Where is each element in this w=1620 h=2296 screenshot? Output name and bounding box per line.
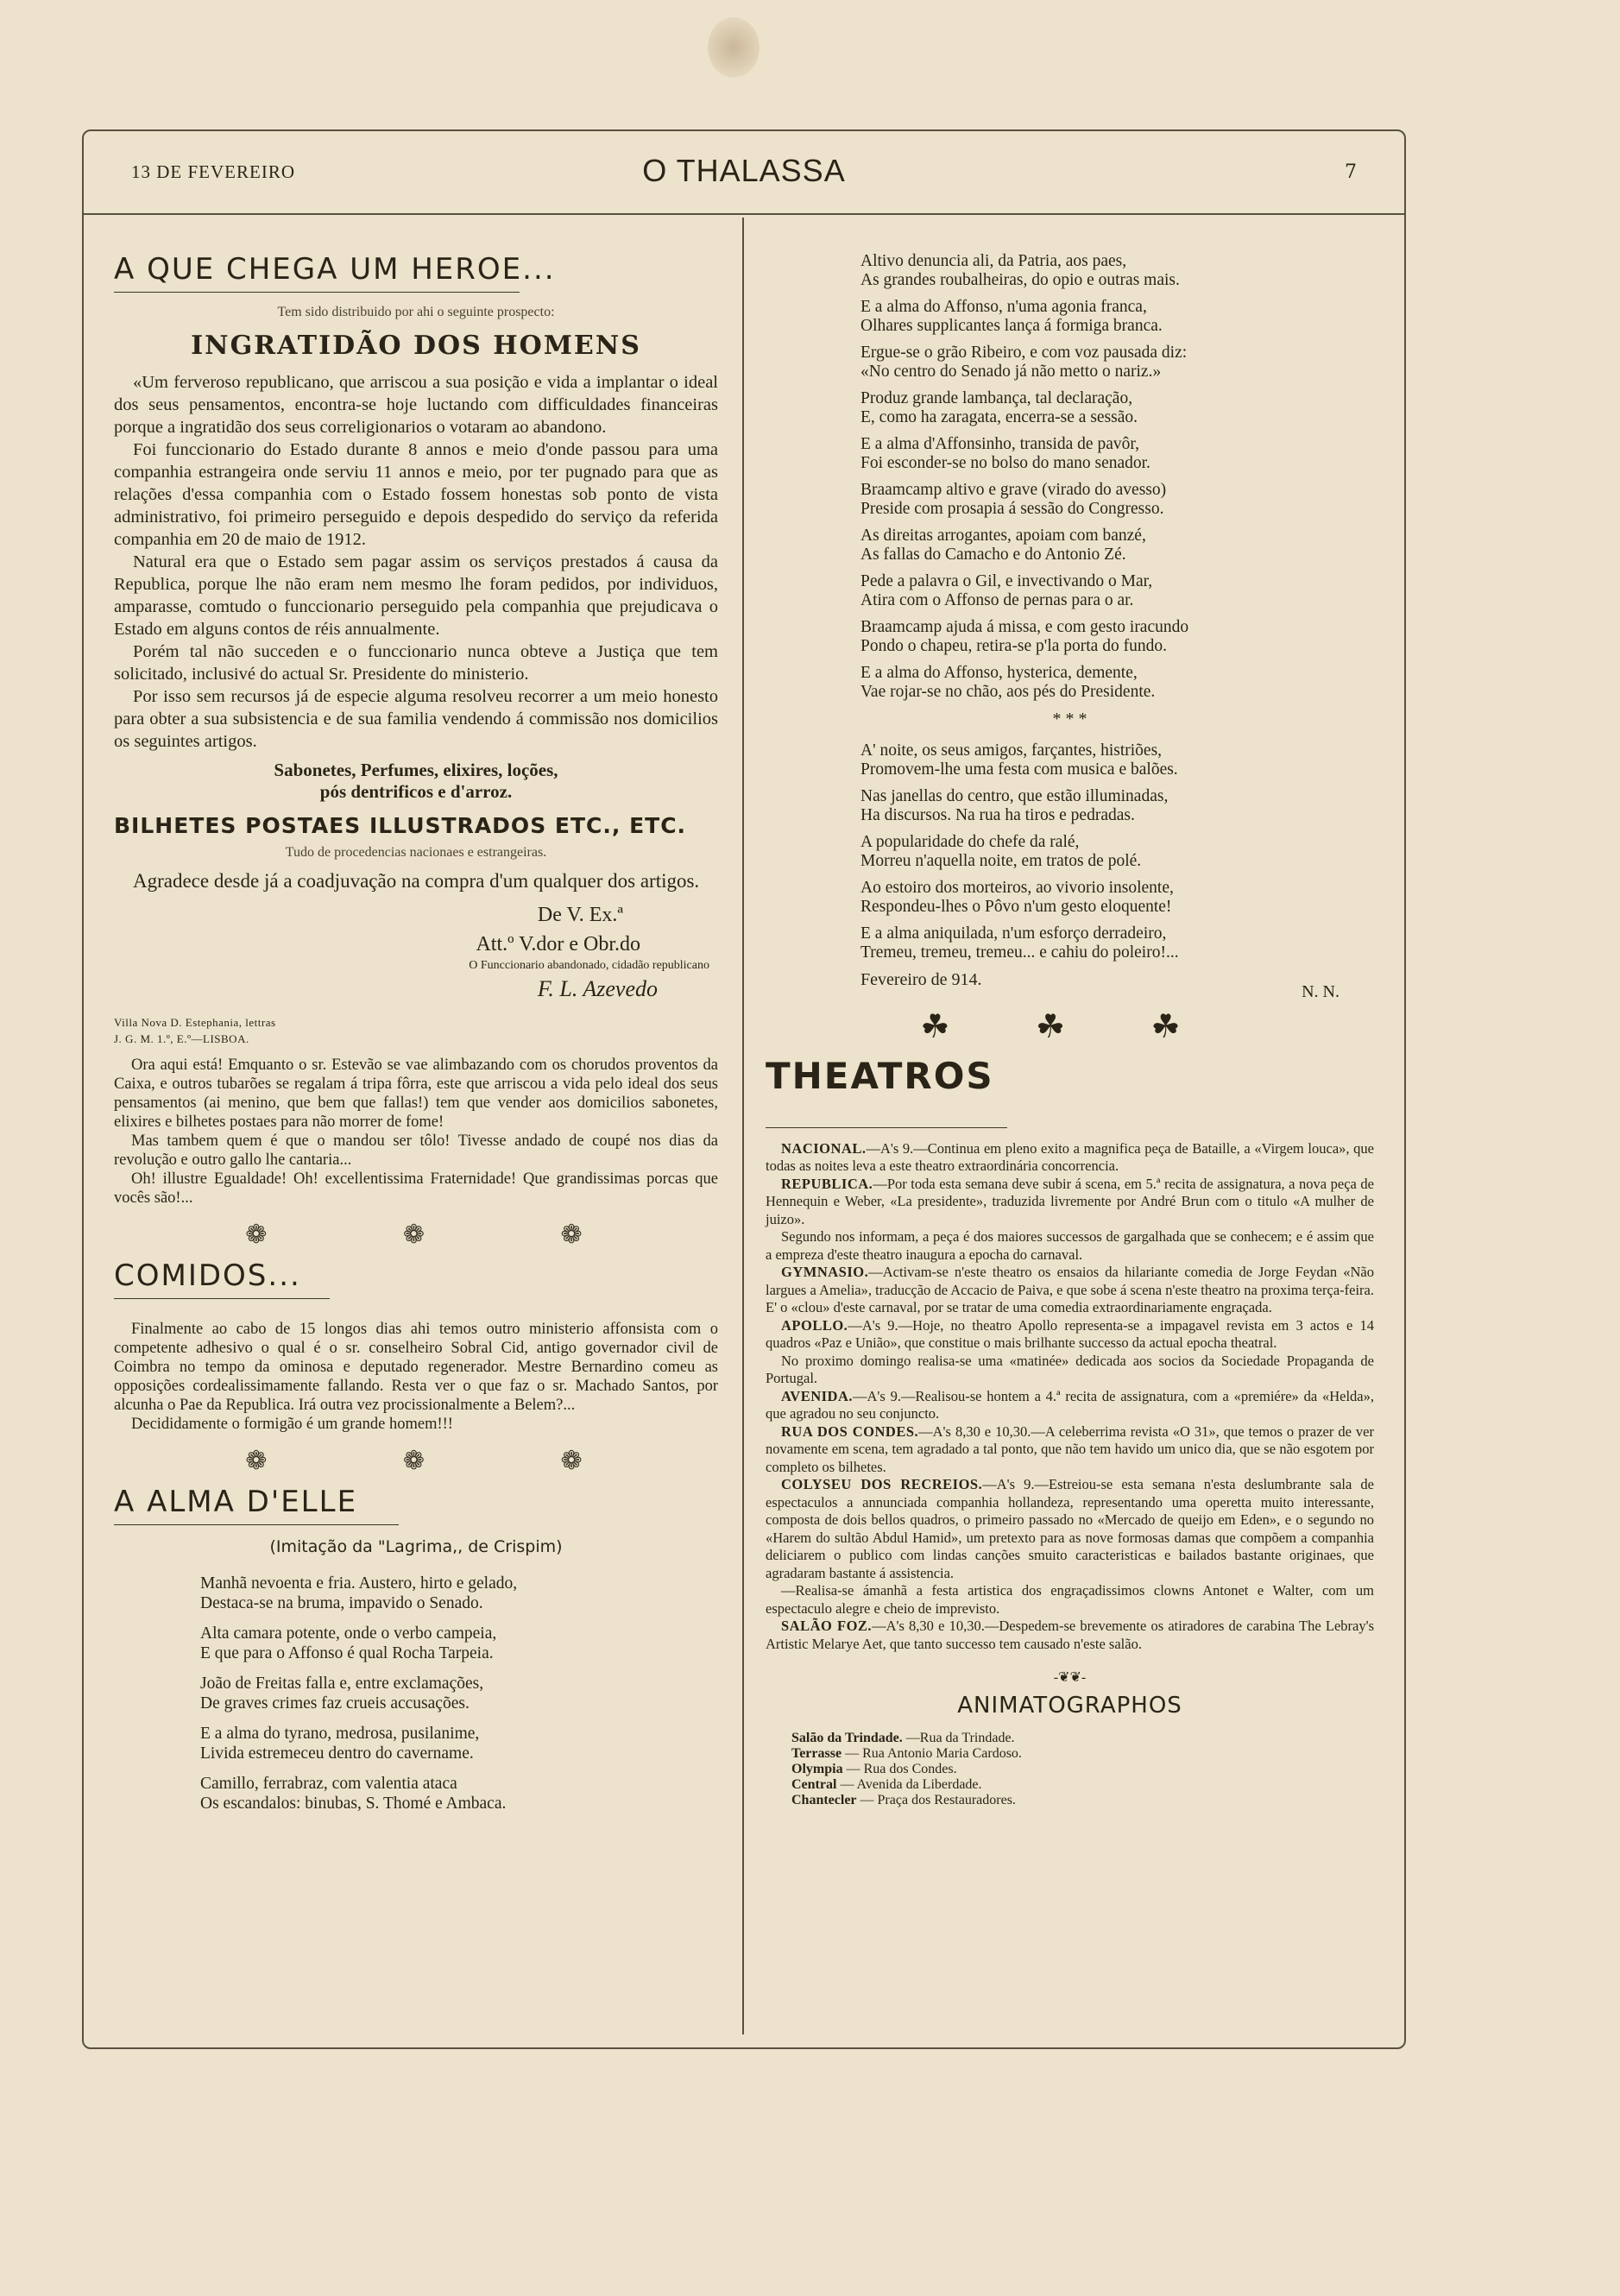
paragraph: Natural era que o Estado sem pagar assim os serviços prestados á causa da Republica, porque lhe não eram nem mesmo lhe foram pedidos, por individuos, amparasse, comtudo o funccionario perseguido pela companhia que prejudicava o Estado em alguns contos de réis annualmente. [114, 552, 718, 639]
poem-line: «No centro do Senado já não metto o nariz.» [860, 363, 1162, 381]
theatre-entry [766, 1618, 1374, 1653]
poem-line: Braamcamp altivo e grave (virado do avesso) [860, 481, 1167, 499]
cinema-name: Olympia [791, 1762, 843, 1777]
cinema-name: Central [791, 1777, 837, 1793]
theatre-text: —A's 9.—Realisou-se hontem a 4.ª recita de assignatura, com a «premiére» da «Helda», que agradou no seu conjuncto. [766, 1387, 1374, 1422]
cinema-address: — Rua Antonio Maria Cardoso. [842, 1746, 1022, 1762]
theatre-name: SALÃO FOZ. [781, 1618, 873, 1635]
cinema-name: Terrasse [791, 1746, 842, 1762]
poem-line: As fallas do Camacho e do Antonio Zé. [860, 546, 1126, 564]
signature-subtitle: O Funccionario abandonado, cidadão republicano [469, 959, 709, 972]
poem-line: As direitas arrogantes, apoiam com banzé, [860, 527, 1146, 545]
cinema-name: Chantecler [791, 1793, 857, 1808]
poem-stanza [766, 787, 1374, 825]
poem-line: E a alma aniquilada, n'um esforço derradeiro, [860, 924, 1167, 943]
theatre-entry [766, 1176, 1374, 1229]
theatre-entry [766, 1228, 1374, 1264]
page-number: 7 [1345, 161, 1357, 183]
poem-line: E, como ha zaragata, encerra-se a sessão. [860, 408, 1138, 426]
paragraph: Porém tal não succeden e o funccionario nunca obteve a Justiça que tem solicitado, inclusivé do actual Sr. Presidente do ministerio. [114, 642, 718, 684]
theatre-text: —A's 9.—Continua em pleno exito a magnifica peça de Bataille, a «Virgem louca», que todas as noites leva a este theatro extraordinária concorrencia. [766, 1139, 1374, 1175]
agradece-line: Agradece desde já a coadjuvação na compra d'um qualquer dos artigos. [133, 870, 700, 892]
poem-line: Promovem-lhe uma festa com musica e balões. [860, 760, 1178, 779]
poem-stanza [766, 572, 1374, 610]
poem-stanza [766, 924, 1374, 962]
theatre-entry [766, 1388, 1374, 1423]
poem-stanza [766, 879, 1374, 917]
prospecto-headline: INGRATIDÃO DOS HOMENS [191, 331, 641, 361]
poem-line: Manhã nevoenta e fria. Austero, hirto e gelado, [200, 1574, 518, 1593]
cinema-address: —Rua da Trindade. [902, 1731, 1015, 1746]
animatographos-list [766, 1731, 1374, 1808]
poem-stanza [766, 833, 1374, 871]
poem-line: E a alma d'Affonsinho, transida de pavôr, [860, 435, 1139, 453]
article-intro: Tem sido distribuido por ahi o seguinte prospecto: [277, 305, 555, 319]
theatre-text: —A's 9.—Hoje, no theatro Apollo representa-se a impagavel revista em 3 actos e 14 quadros «Paz e União», que constitue o mais brilhante successo da actual epocha theatral. [766, 1316, 1374, 1352]
theatre-entry [766, 1476, 1374, 1582]
poem-stanza [114, 1624, 718, 1663]
newspaper-title: O THALASSA [642, 153, 846, 188]
paper-stain [708, 17, 760, 78]
poem-line: De graves crimes faz crueis accusações. [200, 1694, 470, 1713]
right-column [766, 252, 1374, 1808]
poem-date: Fevereiro de 914. [860, 970, 982, 989]
poem-line: Respondeu-lhes o Pôvo n'um gesto eloquente! [860, 898, 1172, 916]
signature-name: F. L. Azevedo [537, 976, 658, 1001]
poem-line: Ergue-se o grão Ribeiro, e com voz pausada diz: [860, 344, 1188, 362]
theatre-entry [766, 1423, 1374, 1477]
theatre-entry [766, 1264, 1374, 1317]
theatre-entry [766, 1140, 1374, 1176]
poem-line: A' noite, os seus amigos, farçantes, histriões, [860, 741, 1163, 760]
animatographos-heading: ANIMATOGRAPHOS [957, 1693, 1182, 1719]
poem-line: Produz grande lambança, tal declaração, [860, 389, 1133, 407]
cinema-entry [766, 1731, 1374, 1746]
poem-line: Destaca-se na bruma, impavido o Senado. [200, 1594, 483, 1612]
theatre-text: —Activam-se n'este theatro os ensaios da hilariante comedia de Jorge Feydan «Não largues a Amelia», traducção de Accacio de Paiva, e que sobe á scena n'este theatro na proxima terça-feira. E' o «clou» d'este carnaval, por se tratar de uma comedia extraordinariamente engraçada. [766, 1264, 1374, 1316]
theatre-text: —A's 9.—Estreiou-se esta semana n'esta deslumbrante sala de espectaculos a annunciada companhia hollandeza, representando uma operetta muito interessante, composta de dois bellos quadros, o primeiro passado no «Mercado de queijo em Eden», e o segundo no «Harem do sultão Abdul Hamid», um pretexto para as nove formosas damas que compõem a companhia deliciarem o publico com lindas canções smuito caracteristicas e bailados bastante originaes, que agradaram bastante á assistencia. [766, 1476, 1375, 1581]
poem-line: Ha discursos. Na rua ha tiros e pedradas. [860, 806, 1135, 824]
theatre-name: COLYSEU DOS RECREIOS. [781, 1476, 983, 1493]
poem-right-cont [766, 741, 1374, 962]
ornament: ❁ ❁ ❁ [245, 1447, 647, 1475]
theatre-name: GYMNASIO. [781, 1264, 869, 1281]
poem-line: Tremeu, tremeu, tremeu... e cahiu do poleiro!... [860, 943, 1179, 962]
signature-line: Att.º V.dor e Obr.do [476, 933, 640, 956]
article-heading-comidos: COMIDOS... [114, 1258, 301, 1293]
theatre-name: RUA DOS CONDES. [781, 1422, 919, 1440]
commentary: Oh! illustre Egualdade! Oh! excellentissima Fraternidade! Que grandissimas porcas que vocês são!... [114, 1170, 718, 1207]
poem-line: E a alma do tyrano, medrosa, pusilanime, [200, 1725, 480, 1743]
paragraph: Por isso sem recursos já de especie alguma resolveu recorrer a um meio honesto para obter a sua subsistencia e de sua familia vendendo á commissão nos domicilios os seguintes artigos. [114, 687, 718, 751]
cinema-entry [766, 1793, 1374, 1808]
address-line: J. G. M. 1.º, E.º—LISBOA. [114, 1032, 249, 1045]
poem-line: Livida estremeceu dentro do cavername. [200, 1744, 474, 1763]
poem-line: Alta camara potente, onde o verbo campeia, [200, 1624, 497, 1643]
signature-line: De V. Ex.ª [537, 904, 623, 926]
poem-stanza [766, 344, 1374, 382]
cinema-address: — Avenida da Liberdade. [836, 1777, 982, 1793]
column-divider [742, 218, 744, 2034]
paragraph: Finalmente ao cabo de 15 longos dias ahi temos outro ministerio affonsista com o competente adhesivo o qual é o sr. conselheiro Sobral Cid, antigo governador civil de Coimbra no tempo da ominosa e deputado regenerador. Mestre Bernardino comeu as opposições cordealissimamente fallando. Resta ver o que faz o sr. Machado Santos, por alcunha o Pae da Republica. Irá outra vez procissionalmente a Belem?... [114, 1321, 718, 1414]
poem-author: N. N. [1302, 982, 1339, 1001]
theatre-entry [766, 1582, 1374, 1618]
page-header [84, 131, 1404, 215]
poem-line: Braamcamp ajuda á missa, e com gesto iracundo [860, 618, 1189, 636]
poem-stanza [114, 1724, 718, 1763]
cinema-entry [766, 1762, 1374, 1777]
page-frame [82, 129, 1406, 2049]
poem-stanza [766, 481, 1374, 519]
article-heading-heroe: A QUE CHEGA UM HEROE... [114, 252, 556, 287]
ornament: -❦❦- [1053, 1670, 1087, 1686]
imitation-subtitle: (Imitação da "Lagrima,, de Crispim) [269, 1537, 563, 1556]
article-heading-alma: A ALMA D'ELLE [114, 1485, 358, 1519]
theatre-text: —A's 8,30 e 10,30.—Despedem-se brevemente os atiradores de carabina The Lebray's Artistic Melarye Aet, que tanto successo tem causado n'este salão. [766, 1618, 1374, 1652]
commentary: Ora aqui está! Emquanto o sr. Estevão se vae alimbazando com os chorudos proventos da Caixa, e outros tubarões se regalam á tripa fôrra, este que arriscou a vida pelo ideal dos seus pensamentos (ai menino, que bem que fallas!) tem que vender aos domicilios sabonetes, elixires e bilhetes postaes para não morrer de fome! [114, 1057, 718, 1131]
paragraph: Decididamente o formigão é um grande homem!!! [131, 1416, 453, 1433]
cinema-entry [766, 1777, 1374, 1793]
poem-line: João de Freitas falla e, entre exclamações, [200, 1675, 484, 1693]
poem-stanza [766, 741, 1374, 779]
poem-left [114, 1574, 718, 1813]
poem-right [766, 252, 1374, 702]
poem-line: Foi esconder-se no bolso do mano senador. [860, 454, 1150, 472]
poem-signoff [766, 970, 1374, 1001]
poem-line: Morreu n'aquella noite, em tratos de polé. [860, 852, 1142, 870]
poem-line: Os escandalos: binubas, S. Thomé e Ambaca. [200, 1795, 507, 1813]
theatre-text: —Realisa-se ámanhã a festa artistica dos engraçadissimos clowns Antonet e Walter, com um espectaculo alegre e cheio de imprevisto. [766, 1582, 1374, 1617]
poem-line: As grandes roubalheiras, do opio e outras mais. [860, 271, 1180, 289]
theatre-text: Segundo nos informam, a peça é dos maiores successos de gargalhada que se conhecem; e é assim que a empreza d'este theatro inaugura a epocha do carnaval. [766, 1228, 1374, 1263]
poem-line: E a alma do Affonso, hysterica, demente, [860, 664, 1138, 682]
poem-line: E a alma do Affonso, n'uma agonia franca, [860, 298, 1147, 316]
header-date: 13 DE FEVEREIRO [131, 161, 295, 182]
stanza-stars: * * * [1052, 710, 1087, 729]
poem-line: Vae rojar-se no chão, aos pés do Presidente. [860, 683, 1156, 701]
products-line: pós dentrificos e d'arroz. [319, 781, 513, 802]
theatre-entry [766, 1353, 1374, 1388]
products-line: Sabonetes, Perfumes, elixires, loções, [274, 760, 558, 780]
poem-stanza [766, 298, 1374, 336]
theatre-text: —A's 8,30 e 10,30.—A celeberrima revista «O 31», que temos o prazer de ver novamente em scena, tem agradado a tal ponto, que não tem havido um unico dia, que se não esgotem por completo os bilhetes. [766, 1422, 1375, 1475]
clover-ornament: ☘ ☘ ☘ [920, 1009, 1220, 1045]
cinema-name: Salão da Trindade. [791, 1731, 903, 1746]
poem-stanza [766, 252, 1374, 290]
poem-line: E que para o Affonso é qual Rocha Tarpeia. [200, 1644, 494, 1662]
poem-stanza [114, 1774, 718, 1813]
poem-stanza [766, 435, 1374, 473]
theatre-name: AVENIDA. [781, 1387, 854, 1404]
theatros-heading: THEATROS [766, 1055, 994, 1097]
paragraph: «Um ferveroso republicano, que arriscou a sua posição e vida a implantar o ideal dos seus pensamentos, encontra-se hoje luctando com difficuldades financeiras porque a ingratidão dos seus correligionarios o votaram ao abandono. [114, 373, 718, 437]
ornament: ❁ ❁ ❁ [245, 1221, 647, 1249]
poem-stanza [766, 618, 1374, 656]
poem-stanza [766, 664, 1374, 702]
poem-line: Preside com prosapia á sessão do Congresso. [860, 500, 1164, 518]
poem-line: A popularidade do chefe da ralé, [860, 833, 1080, 851]
commentary: Mas tambem quem é que o mandou ser tôlo! Tivesse andado de coupé nos dias da revolução e outro gallo lhe cantaria... [114, 1132, 718, 1169]
theatre-text: —Por toda esta semana deve subir á scena, em 5.ª recita de assignatura, a nova peça de Hennequin e Weber, «La presidente», traduzida livremente por André Brun com o titulo «A mulher de juizo». [766, 1175, 1374, 1227]
poem-line: Nas janellas do centro, que estão illuminadas, [860, 787, 1169, 805]
theatre-name: NACIONAL. [781, 1139, 867, 1157]
poem-stanza [114, 1674, 718, 1713]
theatre-name: APOLLO. [781, 1316, 848, 1334]
procedencias-line: Tudo de procedencias nacionaes e estrangeiras. [285, 845, 547, 860]
heading-rule [114, 1524, 399, 1525]
poem-stanza [114, 1574, 718, 1613]
poem-stanza [766, 527, 1374, 565]
cinema-address: — Rua dos Condes. [842, 1762, 957, 1777]
left-column [114, 252, 718, 1824]
poem-line: Atira com o Affonso de pernas para o ar. [860, 591, 1134, 609]
poem-line: Ao estoiro dos morteiros, ao vivorio insolente, [860, 879, 1174, 897]
poem-line: Altivo denuncia ali, da Patria, aos paes, [860, 252, 1127, 270]
heading-rule [766, 1127, 1007, 1128]
theatre-listings [766, 1140, 1374, 1654]
theatre-name: REPUBLICA. [781, 1175, 873, 1192]
poem-line: Camillo, ferrabraz, com valentia ataca [200, 1775, 457, 1793]
poem-line: Pede a palavra o Gil, e invectivando o Mar, [860, 572, 1153, 590]
poem-stanza [766, 389, 1374, 427]
poem-line: Olhares supplicantes lança á formiga branca. [860, 317, 1163, 335]
cinema-address: — Praça dos Restauradores. [856, 1793, 1016, 1808]
theatre-text: No proximo domingo realisa-se uma «matinée» dedicada aos socios da Sociedade Propaganda de Portugal. [766, 1352, 1374, 1387]
paragraph: Foi funccionario do Estado durante 8 annos e meio d'onde passou para uma companhia estrangeira onde serviu 11 annos e meio, por ter pugnado para que as relações d'essa companhia com o Estado fossem honestas sob ponto de vista administrativo, foi primeiro perseguido e depois despedido do serviço da referida companhia em 20 de maio de 1912. [114, 440, 718, 549]
theatre-entry [766, 1317, 1374, 1353]
address-line: Villa Nova D. Estephania, lettras [114, 1016, 276, 1029]
poem-line: Pondo o chapeu, retira-se p'la porta do fundo. [860, 637, 1167, 655]
heading-rule [114, 292, 520, 293]
cinema-entry [766, 1746, 1374, 1762]
bilhetes-line: BILHETES POSTAES ILLUSTRADOS ETC., ETC. [114, 813, 687, 838]
heading-rule [114, 1298, 330, 1299]
